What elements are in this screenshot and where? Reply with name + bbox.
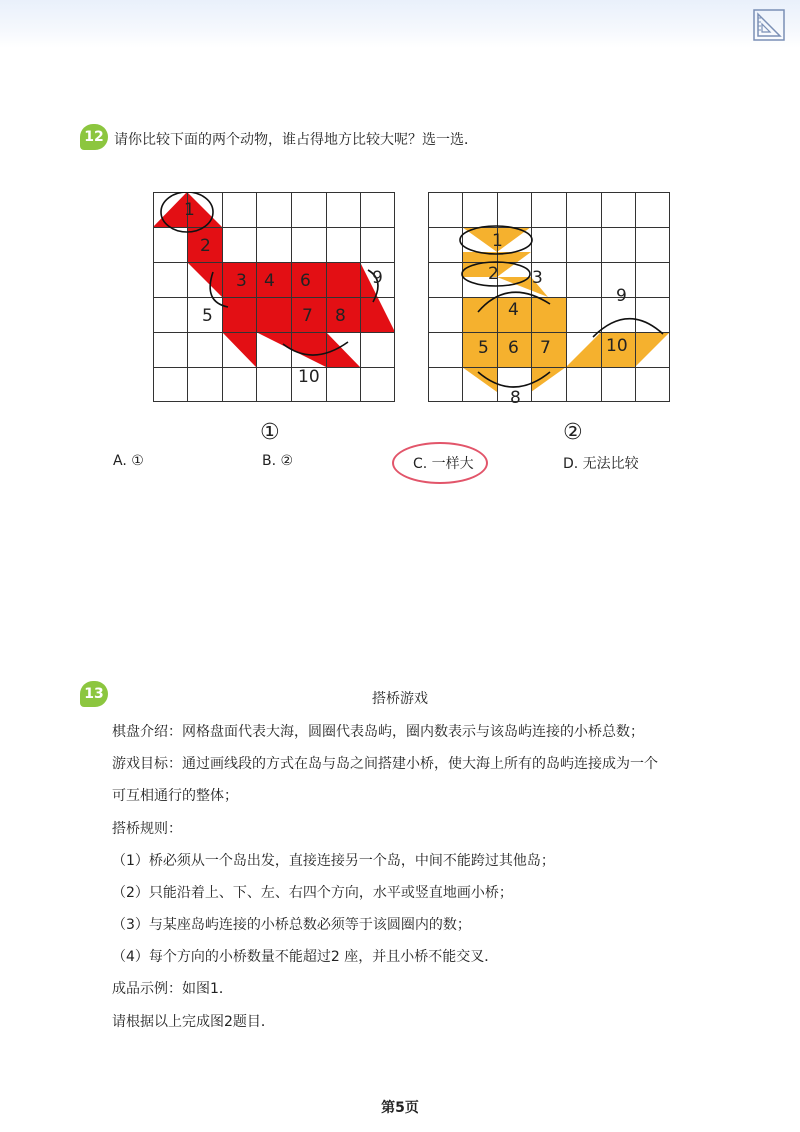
handwritten-number: 8 — [335, 306, 346, 326]
rule-line: （1）桥必须从一个岛出发，直接连接另一个岛，中间不能跨过其他岛； — [112, 853, 555, 869]
page-number: 第5页 — [381, 1100, 419, 1116]
handwritten-number: 3 — [236, 271, 247, 291]
rule-line: 棋盘介绍：网格盘面代表大海，圆圈代表岛屿，圈内数表示与该岛屿连接的小桥总数； — [112, 724, 644, 740]
figure-1-label: ① — [260, 420, 280, 445]
handwritten-number: 1 — [184, 200, 195, 220]
handwritten-number: 10 — [606, 336, 628, 356]
handwritten-number: 9 — [616, 286, 627, 306]
handwritten-number: 1 — [492, 231, 503, 251]
rule-line: 成品示例：如图1． — [112, 981, 233, 997]
handwritten-number: 8 — [510, 388, 521, 408]
handwritten-number: 5 — [478, 338, 489, 358]
rule-line: 请根据以上完成图2题目． — [112, 1014, 275, 1030]
rule-line: 游戏目标：通过画线段的方式在岛与岛之间搭建小桥，使大海上所有的岛屿连接成为一个 — [112, 756, 658, 772]
rule-line: （3）与某座岛屿连接的小桥总数必须等于该圆圈内的数； — [112, 917, 471, 933]
choice-c[interactable]: C. 一样大 — [413, 456, 474, 472]
handwritten-number: 6 — [508, 338, 519, 358]
question-number-badge: 13 — [80, 681, 108, 707]
handwritten-number: 4 — [508, 300, 519, 320]
question-number-badge: 12 — [80, 124, 108, 150]
handwritten-number: 4 — [264, 271, 275, 291]
handwritten-number: 6 — [300, 271, 311, 291]
rule-line: （4）每个方向的小桥数量不能超过2 座，并且小桥不能交叉． — [112, 949, 499, 965]
rule-line: 搭桥规则： — [112, 821, 182, 837]
figure-1-grid — [153, 192, 395, 402]
selected-answer-circle — [392, 442, 488, 484]
handwritten-number: 10 — [298, 367, 320, 387]
choice-d[interactable]: D. 无法比较 — [563, 456, 639, 472]
set-square-ruler-icon — [752, 8, 786, 42]
section-title: 搭桥游戏 — [372, 691, 428, 707]
handwritten-number: 2 — [488, 264, 499, 284]
handwritten-number: 9 — [372, 268, 383, 288]
handwritten-number: 3 — [532, 268, 543, 288]
handwritten-number: 7 — [540, 338, 551, 358]
header-band — [0, 0, 800, 48]
handwritten-number: 2 — [200, 236, 211, 256]
rule-line: 可互相通行的整体； — [112, 788, 238, 804]
rule-line: （2）只能沿着上、下、左、右四个方向，水平或竖直地画小桥； — [112, 885, 513, 901]
handwritten-number: 7 — [302, 306, 313, 326]
figure-2-grid — [428, 192, 670, 402]
choice-b[interactable]: B. ② — [262, 453, 294, 469]
question-text: 请你比较下面的两个动物，谁占得地方比较大呢？选一选． — [114, 132, 478, 148]
handwritten-number: 5 — [202, 306, 213, 326]
figure-2-label: ② — [563, 420, 583, 445]
choice-a[interactable]: A. ① — [113, 453, 144, 469]
